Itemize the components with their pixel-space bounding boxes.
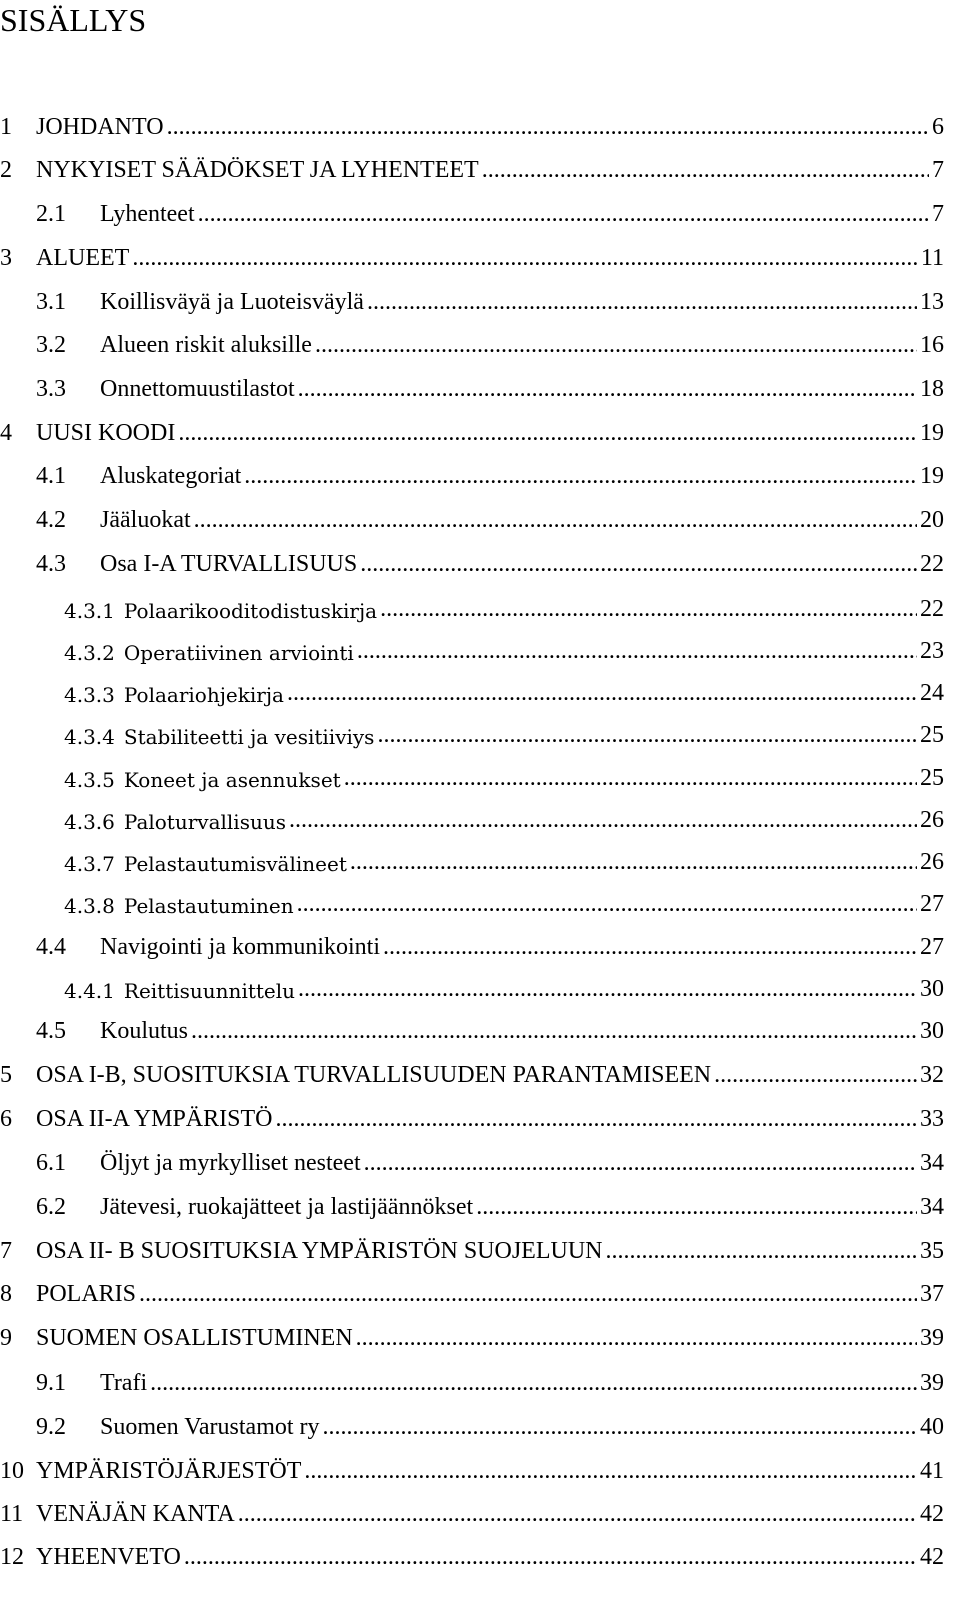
toc-dot-leader <box>298 976 917 1003</box>
toc-entry-page: 13 <box>920 289 944 315</box>
toc-entry-number: 3.2 <box>36 332 66 358</box>
toc-entry-number: 3.1 <box>36 289 66 315</box>
toc-dot-leader <box>367 289 917 316</box>
toc-entry[interactable] <box>36 504 944 534</box>
toc-dot-leader <box>287 680 917 707</box>
toc-entry-title: JOHDANTO <box>36 114 164 140</box>
toc-entry-number: 6.2 <box>36 1194 66 1220</box>
toc-entry-number: 9.1 <box>36 1370 66 1396</box>
toc-entry-page: 18 <box>920 376 944 402</box>
toc-entry[interactable] <box>0 1498 944 1528</box>
toc-entry-title: Stabiliteetti ja vesitiiviys <box>123 725 375 749</box>
toc-entry[interactable] <box>36 198 944 228</box>
toc-entry-page: 24 <box>920 680 944 706</box>
toc-entry-page: 27 <box>920 934 944 960</box>
toc-entry-page: 19 <box>920 463 944 489</box>
toc-entry[interactable] <box>36 460 944 490</box>
toc-dot-leader <box>244 463 917 490</box>
toc-entry-page: 40 <box>920 1414 944 1440</box>
toc-dot-leader <box>356 1325 917 1352</box>
toc-entry-page: 37 <box>920 1281 944 1307</box>
toc-entry-page: 11 <box>920 245 944 271</box>
toc-entry-title: NYKYISET SÄÄDÖKSET JA LYHENTEET <box>36 157 479 183</box>
toc-entry-page: 23 <box>920 638 944 664</box>
toc-entry-title: Trafi <box>100 1370 148 1396</box>
toc-entry-number: 12 <box>0 1544 24 1570</box>
toc-entry-number: 4.3.1 <box>64 599 115 623</box>
toc-entry[interactable] <box>36 286 944 316</box>
toc-entry-page: 42 <box>920 1501 944 1527</box>
toc-entry[interactable] <box>36 1015 944 1045</box>
toc-entry-title: Pelastautuminen <box>123 894 294 918</box>
toc-entry-number: 4.3.8 <box>64 894 115 918</box>
toc-dot-leader <box>377 722 917 749</box>
toc-entry[interactable] <box>0 1322 944 1352</box>
toc-entry-title: Operatiivinen arviointi <box>123 641 354 665</box>
toc-entry-title: Koillisväyä ja Luoteisväylä <box>100 289 364 315</box>
toc-entry-title: YMPÄRISTÖJÄRJESTÖT <box>36 1458 302 1484</box>
toc-entry-number: 5 <box>0 1062 12 1088</box>
toc-entry-page: 25 <box>920 722 944 748</box>
toc-dot-leader <box>344 765 917 792</box>
toc-dot-leader <box>132 245 918 272</box>
toc-entry-page: 33 <box>920 1106 944 1132</box>
toc-entry-number: 3.3 <box>36 376 66 402</box>
toc-entry-page: 22 <box>920 596 944 622</box>
toc-entry-title: SUOMEN OSALLISTUMINEN <box>36 1325 353 1351</box>
toc-dot-leader <box>275 1106 917 1133</box>
toc-entry[interactable] <box>64 804 944 834</box>
toc-dot-leader <box>139 1281 917 1308</box>
toc-dot-leader <box>476 1194 917 1221</box>
toc-dot-leader <box>606 1238 918 1265</box>
toc-dot-leader <box>289 807 917 834</box>
toc-entry-title: Suomen Varustamot ry <box>100 1414 320 1440</box>
toc-entry-title: YHEENVETO <box>36 1544 181 1570</box>
toc-entry-number: 6 <box>0 1106 12 1132</box>
toc-entry-page: 6 <box>932 114 944 140</box>
toc-entry-title: Polaariohjekirja <box>123 683 284 707</box>
toc-dot-leader <box>350 849 917 876</box>
toc-dot-leader <box>194 507 917 534</box>
toc-dot-leader <box>360 551 917 578</box>
toc-entry-page: 42 <box>920 1544 944 1570</box>
toc-entry[interactable] <box>0 1235 944 1265</box>
toc-entry-title: VENÄJÄN KANTA <box>36 1501 235 1527</box>
toc-entry-page: 20 <box>920 507 944 533</box>
toc-entry[interactable] <box>36 1367 944 1397</box>
toc-entry-page: 41 <box>920 1458 944 1484</box>
toc-dot-leader <box>184 1544 917 1571</box>
toc-entry-number: 3 <box>0 245 12 271</box>
toc-entry-number: 4.3.6 <box>64 810 115 834</box>
toc-entry-number: 4.4.1 <box>64 979 115 1003</box>
toc-dot-leader <box>297 891 917 918</box>
toc-entry[interactable] <box>0 111 944 141</box>
toc-entry-title: Aluskategoriat <box>100 463 242 489</box>
toc-entry-page: 39 <box>920 1370 944 1396</box>
toc-entry[interactable] <box>0 154 944 184</box>
toc-entry-number: 4.3.4 <box>64 725 115 749</box>
toc-entry[interactable] <box>64 719 944 749</box>
toc-entry-page: 25 <box>920 765 944 791</box>
toc-dot-leader <box>298 376 917 403</box>
toc-entry[interactable] <box>0 1455 944 1485</box>
toc-dot-leader <box>357 638 917 665</box>
toc-entry-number: 4.3.7 <box>64 852 115 876</box>
toc-entry-title: Navigointi ja kommunikointi <box>100 934 380 960</box>
toc-entry[interactable] <box>0 242 944 272</box>
toc-entry-title: Onnettomuustilastot <box>100 376 295 402</box>
toc-entry-title: Koulutus <box>100 1018 189 1044</box>
toc-entry-title: Reittisuunnittelu <box>123 979 296 1003</box>
toc-entry-page: 39 <box>920 1325 944 1351</box>
toc-dot-leader <box>482 157 929 184</box>
toc-entry-number: 4 <box>0 420 12 446</box>
toc-entry-number: 6.1 <box>36 1150 66 1176</box>
toc-dot-leader <box>383 934 917 961</box>
toc-entry-page: 19 <box>920 420 944 446</box>
toc-entry-title: POLARIS <box>36 1281 137 1307</box>
toc-entry-number: 9.2 <box>36 1414 66 1440</box>
toc-entry-title: Jääluokat <box>100 507 191 533</box>
toc-entry-page: 7 <box>932 157 944 183</box>
toc-entry-title: OSA II-A YMPÄRISTÖ <box>36 1106 273 1132</box>
toc-entry-page: 32 <box>920 1062 944 1088</box>
toc-entry-page: 16 <box>920 332 944 358</box>
toc-entry[interactable] <box>64 635 944 665</box>
toc-entry-number: 8 <box>0 1281 12 1307</box>
toc-dot-leader <box>323 1414 917 1441</box>
toc-entry[interactable] <box>0 417 944 447</box>
toc-entry[interactable] <box>36 329 944 359</box>
toc-entry-page: 7 <box>932 201 944 227</box>
toc-dot-leader <box>315 332 917 359</box>
toc-entry[interactable] <box>64 888 944 918</box>
toc-entry[interactable] <box>36 548 944 578</box>
toc-entry-page: 30 <box>920 1018 944 1044</box>
toc-entry-page: 27 <box>920 891 944 917</box>
toc-entry-title: Lyhenteet <box>100 201 195 227</box>
toc-entry-title: Öljyt ja myrkylliset nesteet <box>100 1150 361 1176</box>
toc-entry-page: 26 <box>920 849 944 875</box>
toc-dot-leader <box>167 114 929 141</box>
toc-dot-leader <box>304 1458 917 1485</box>
toc-entry-title: Jätevesi, ruokajätteet ja lastijäännökset <box>100 1194 474 1220</box>
toc-entry-title: OSA II- B SUOSITUKSIA YMPÄRISTÖN SUOJELUUN <box>36 1238 603 1264</box>
toc-entry-title: Pelastautumisvälineet <box>123 852 347 876</box>
toc-entry-title: Polaarikooditodistuskirja <box>123 599 378 623</box>
toc-dot-leader <box>714 1062 917 1089</box>
toc-entry-page: 35 <box>920 1238 944 1264</box>
toc-dot-leader <box>150 1370 917 1397</box>
toc-dot-leader <box>191 1018 917 1045</box>
toc-entry[interactable] <box>64 973 944 1003</box>
toc-entry[interactable] <box>64 593 944 623</box>
toc-entry-number: 1 <box>0 114 12 140</box>
toc-entry-number: 10 <box>0 1458 24 1484</box>
toc-entry[interactable] <box>64 677 944 707</box>
toc-entry-number: 4.2 <box>36 507 66 533</box>
toc-entry-number: 7 <box>0 1238 12 1264</box>
toc-entry-title: OSA I-B, SUOSITUKSIA TURVALLISUUDEN PARANTAMISEEN <box>36 1062 712 1088</box>
toc-dot-leader <box>178 420 917 447</box>
toc-entry-number: 9 <box>0 1325 12 1351</box>
toc-dot-leader <box>238 1501 917 1528</box>
toc-entry[interactable] <box>36 1411 944 1441</box>
toc-entry-title: Osa I-A TURVALLISUUS <box>100 551 358 577</box>
toc-entry-number: 2.1 <box>36 201 66 227</box>
toc-entry-number: 4.5 <box>36 1018 66 1044</box>
page-title: SISÄLLYS <box>0 2 147 38</box>
toc-entry[interactable] <box>36 931 944 961</box>
toc-entry-title: UUSI KOODI <box>36 420 176 446</box>
toc-entry-number: 4.3 <box>36 551 66 577</box>
toc-entry-number: 11 <box>0 1501 24 1527</box>
toc-entry[interactable] <box>64 762 944 792</box>
toc-entry-page: 30 <box>920 976 944 1002</box>
toc-entry-number: 4.3.3 <box>64 683 115 707</box>
toc-entry-page: 34 <box>920 1194 944 1220</box>
toc-entry-number: 4.4 <box>36 934 66 960</box>
toc-entry-title: Koneet ja asennukset <box>123 768 341 792</box>
toc-dot-leader <box>380 596 917 623</box>
toc-entry-number: 2 <box>0 157 12 183</box>
toc-entry[interactable] <box>0 1103 944 1133</box>
toc-dot-leader <box>198 201 929 228</box>
toc-entry[interactable] <box>64 846 944 876</box>
toc-entry[interactable] <box>36 1147 944 1177</box>
toc-entry-number: 4.1 <box>36 463 66 489</box>
toc-entry[interactable] <box>0 1059 944 1089</box>
toc-entry[interactable] <box>36 1191 944 1221</box>
toc-entry-title: ALUEET <box>36 245 130 271</box>
toc-dot-leader <box>364 1150 917 1177</box>
toc-entry-page: 34 <box>920 1150 944 1176</box>
toc-entry[interactable] <box>0 1541 944 1571</box>
toc-entry-title: Paloturvallisuus <box>123 810 286 834</box>
toc-entry[interactable] <box>0 1278 944 1308</box>
toc-entry-number: 4.3.5 <box>64 768 115 792</box>
toc-entry-page: 26 <box>920 807 944 833</box>
toc-entry[interactable] <box>36 373 944 403</box>
toc-entry-page: 22 <box>920 551 944 577</box>
toc-entry-title: Alueen riskit aluksille <box>100 332 312 358</box>
toc-entry-number: 4.3.2 <box>64 641 115 665</box>
